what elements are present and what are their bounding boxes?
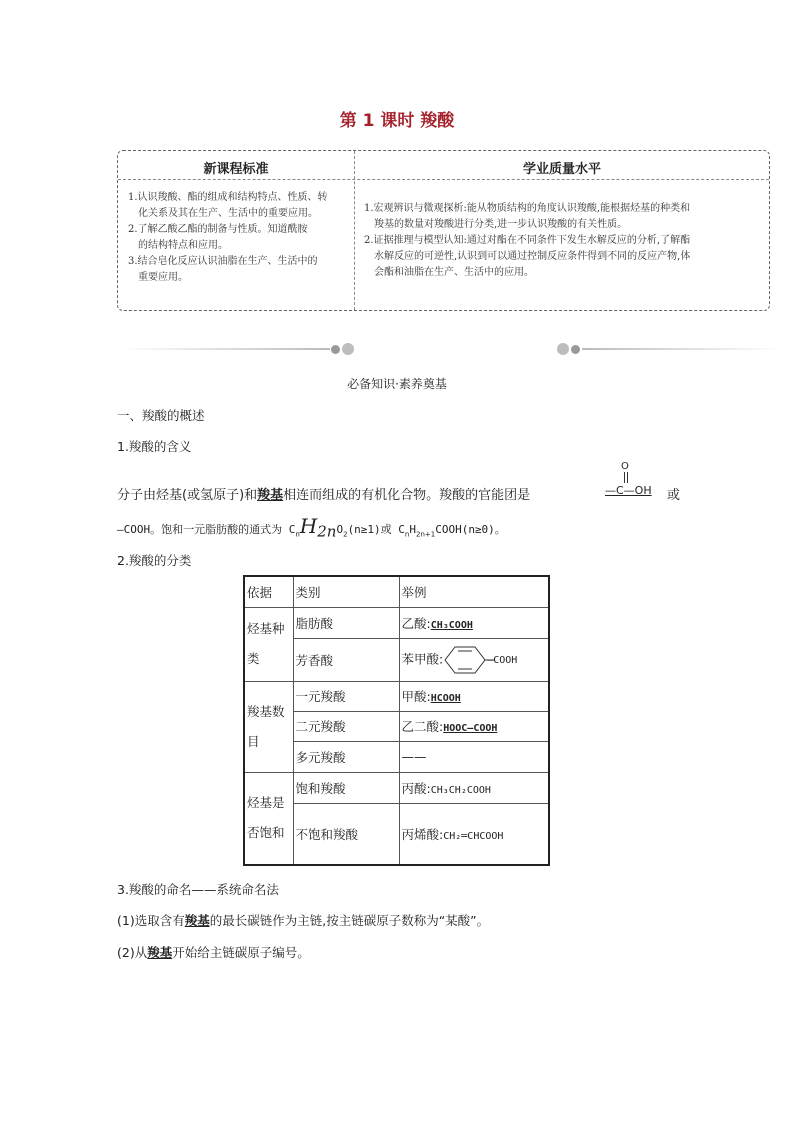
formula-text: COOH(n≥0)。 (435, 523, 506, 536)
standards-right-item: 会酯和油脂在生产、生活中的应用。 (374, 267, 534, 278)
part1-sub2: 2.羧酸的分类 (117, 553, 192, 568)
rule-text: (1)选取含有 (117, 913, 185, 928)
rule-blank: 羧基 (147, 945, 173, 960)
group-label: 烃基种类 (244, 607, 293, 681)
rule-blank: 羧基 (184, 913, 210, 928)
functional-group-formula: —C—OH (605, 484, 652, 497)
category-cell: 芳香酸 (293, 638, 399, 681)
standards-right-item: 1.宏观辨识与微观探析:能从物质结构的角度认识羧酸,能根据烃基的种类和 (364, 203, 691, 214)
table-row (244, 576, 549, 607)
standards-right-item: 羧基的数量对羧酸进行分类,进一步认识羧酸的有关性质。 (374, 219, 628, 230)
formula-text: (n≥1)或 C (347, 523, 405, 536)
classification-table (243, 575, 550, 866)
separator-dot (571, 345, 580, 354)
standards-left-item: 的结构特点和应用。 (138, 240, 228, 251)
table-row (244, 681, 549, 711)
standards-right-item: 水解反应的可逆性,认识到可以通过控制反应条件得到不同的反应产物,体 (374, 251, 691, 262)
standards-left-item: 3.结合皂化反应认识油脂在生产、生活中的 (128, 256, 318, 267)
standards-left-item: 2.了解乙酸乙酯的制备与性质。知道酰胺 (128, 224, 308, 235)
functional-group-or: 或 (667, 488, 681, 503)
page-title: 第 1 课时 羧酸 (339, 111, 455, 131)
standards-left-item: 1.认识羧酸、酯的组成和结构特点、性质、转 (128, 192, 328, 203)
formula-sub: 2n (317, 522, 337, 541)
separator-dot (557, 343, 569, 355)
rule-text: (2)从 (117, 945, 148, 960)
example-cell (399, 681, 549, 711)
example-value: CH₂═CHCOOH (443, 830, 504, 842)
group-label: 烃基是否饱和 (244, 772, 293, 865)
definition-text: 分子由烃基(或氢原子)和 (117, 488, 258, 503)
category-cell: 一元羧酸 (293, 681, 399, 711)
standards-right-item: 2.证据推理与模型认知:通过对酯在不同条件下发生水解反应的分析,了解酯 (364, 235, 691, 246)
functional-group-double-bond (627, 472, 629, 483)
separator-dot (342, 343, 354, 355)
standards-left-list (128, 190, 352, 286)
functional-group-double-bond (624, 472, 626, 483)
part3-heading: 3.羧酸的命名——系统命名法 (117, 882, 279, 897)
example-label: 甲酸: (401, 689, 431, 704)
category-cell: 不饱和羧酸 (293, 803, 399, 865)
example-cell (399, 741, 549, 772)
example-label: 丙烯酸: (401, 826, 444, 842)
formula-sub: 2 (343, 530, 348, 539)
example-cell (399, 711, 549, 741)
definition-text: 相连而组成的有机化合物。羧酸的官能团是 (283, 488, 531, 503)
rule-text: 开始给主链碳原子编号。 (172, 945, 310, 960)
example-value: —— (401, 749, 427, 764)
rule-text: 的最长碳链作为主链,按主链碳原子数称为“某酸”。 (209, 913, 490, 928)
standards-left-item: 化关系及其在生产、生活中的重要应用。 (138, 208, 318, 219)
formula-sub: n (404, 530, 410, 539)
example-value: —COOH (487, 655, 518, 666)
naming-rule-2 (117, 943, 310, 961)
standards-left-item: 重要应用。 (138, 272, 188, 283)
example-label: 乙酸: (401, 615, 431, 631)
table-header: 类别 (293, 576, 399, 607)
formula-sub: n (295, 530, 300, 539)
part1-sub1: 1.羧酸的含义 (117, 439, 192, 454)
table-header: 举例 (399, 576, 549, 607)
separator-left-line (120, 348, 330, 350)
category-cell: 多元羧酸 (293, 741, 399, 772)
example-label: 乙二酸: (401, 719, 444, 734)
formula-text: O (336, 523, 344, 536)
example-value: CH₃CH₂COOH (430, 784, 491, 796)
formula-h: H (299, 514, 318, 538)
formula-text: H (409, 523, 416, 536)
example-value: HOOC—COOH (443, 723, 498, 734)
example-label: 苯甲酸: (401, 651, 444, 666)
definition-line (117, 484, 530, 503)
general-formula-line (117, 514, 506, 540)
category-cell: 脂肪酸 (293, 607, 399, 638)
functional-group-oxygen: O (621, 461, 629, 472)
example-label: 丙酸: (401, 780, 431, 796)
standards-left-header: 新课程标准 (203, 162, 269, 177)
example-value: HCOOH (430, 693, 461, 704)
standards-right-header: 学业质量水平 (522, 162, 601, 177)
category-cell: 饱和羧酸 (293, 772, 399, 803)
table-row (244, 772, 549, 803)
example-cell (399, 638, 549, 681)
table-header: 依据 (244, 576, 293, 607)
example-cell (399, 772, 549, 803)
separator-right-line (582, 348, 782, 350)
formula-sub: 2n+1 (415, 530, 436, 539)
definition-blank: 羧基 (257, 488, 284, 503)
example-cell (399, 607, 549, 638)
part1-heading: 一、羧酸的概述 (117, 408, 205, 423)
standards-header-line (118, 179, 769, 180)
section-title: 必备知识·素养奠基 (347, 377, 447, 391)
group-label: 羧基数目 (244, 681, 293, 772)
table-row (244, 607, 549, 638)
formula-text: —COOH。饱和一元脂肪酸的通式为 C (117, 523, 296, 536)
example-cell (399, 803, 549, 865)
standards-right-list (364, 201, 766, 281)
category-cell: 二元羧酸 (293, 711, 399, 741)
example-value: CH₃COOH (430, 619, 473, 631)
naming-rule-1 (117, 911, 489, 929)
separator-dot (331, 345, 340, 354)
